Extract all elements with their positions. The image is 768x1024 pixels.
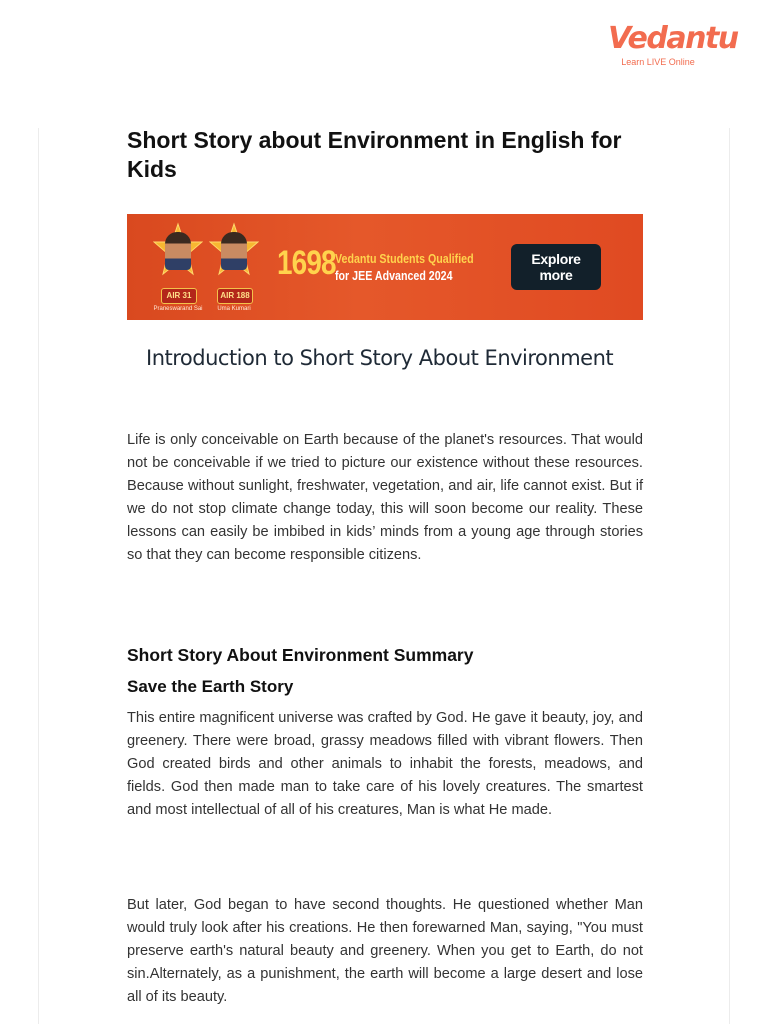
story-paragraph: But later, God began to have second thoughts. He questioned whether Man would truly look after his creations. He then forewarned Man, saying, "You must preserve earth's natural beauty and greenery. When you get to Earth, do not sin.Alternately, as a punishment, the earth will become a large desert and lose all of its beauty. [127,897,643,1006]
student-photo [165,232,191,270]
story-heading: Save the Earth Story [127,677,294,696]
exam-text: for JEE Advanced 2024 [335,268,453,283]
qualified-count: 1698 [277,244,336,282]
qualified-text: Vedantu Students Qualified [335,251,474,266]
student-photo [221,232,247,270]
story-paragraph: This entire magnificent universe was crafted by God. He gave it beauty, joy, and greenery. There were broad, grassy meadows filled with vibrant flowers. Then God created birds and other animals to inhabit the forests, meadows, and fields. God then made man to take care of his lovely creatures. The smartest and most intellectual of all of his creatures, Man is what He made. [127,710,643,819]
student-name: Uma Kumari [217,306,251,312]
explore-more-button[interactable]: Explore more [511,244,601,290]
content-border-right [729,128,730,1024]
rank-badge: AIR 188 [217,288,253,304]
intro-heading: Introduction to Short Story About Environment [146,346,614,370]
logo-wordmark: Vedantu [608,21,738,56]
rank-badge: AIR 31 [161,288,197,304]
page-title: Short Story about Environment in English for Kids [127,127,622,182]
logo-tagline: Learn LIVE Online [621,57,695,67]
article-header [127,126,643,184]
summary-heading: Short Story About Environment Summary [127,645,474,665]
promo-banner[interactable] [127,214,643,320]
student-name: Praneswarand Sai [153,306,203,312]
content-border-left [38,128,39,1024]
intro-paragraph: Life is only conceivable on Earth because of the planet's resources. That would not be conceivable if we tried to picture our existence without these resources. Because without sunlight, freshwater, vegetation, and air, life cannot exist. But if we do not stop climate change today, this will soon become our reality. These lessons can easily be imbibed in kids’ minds from a young age through stories so that they can become responsible citizens. [127,432,643,564]
vedantu-logo[interactable] [608,21,738,74]
